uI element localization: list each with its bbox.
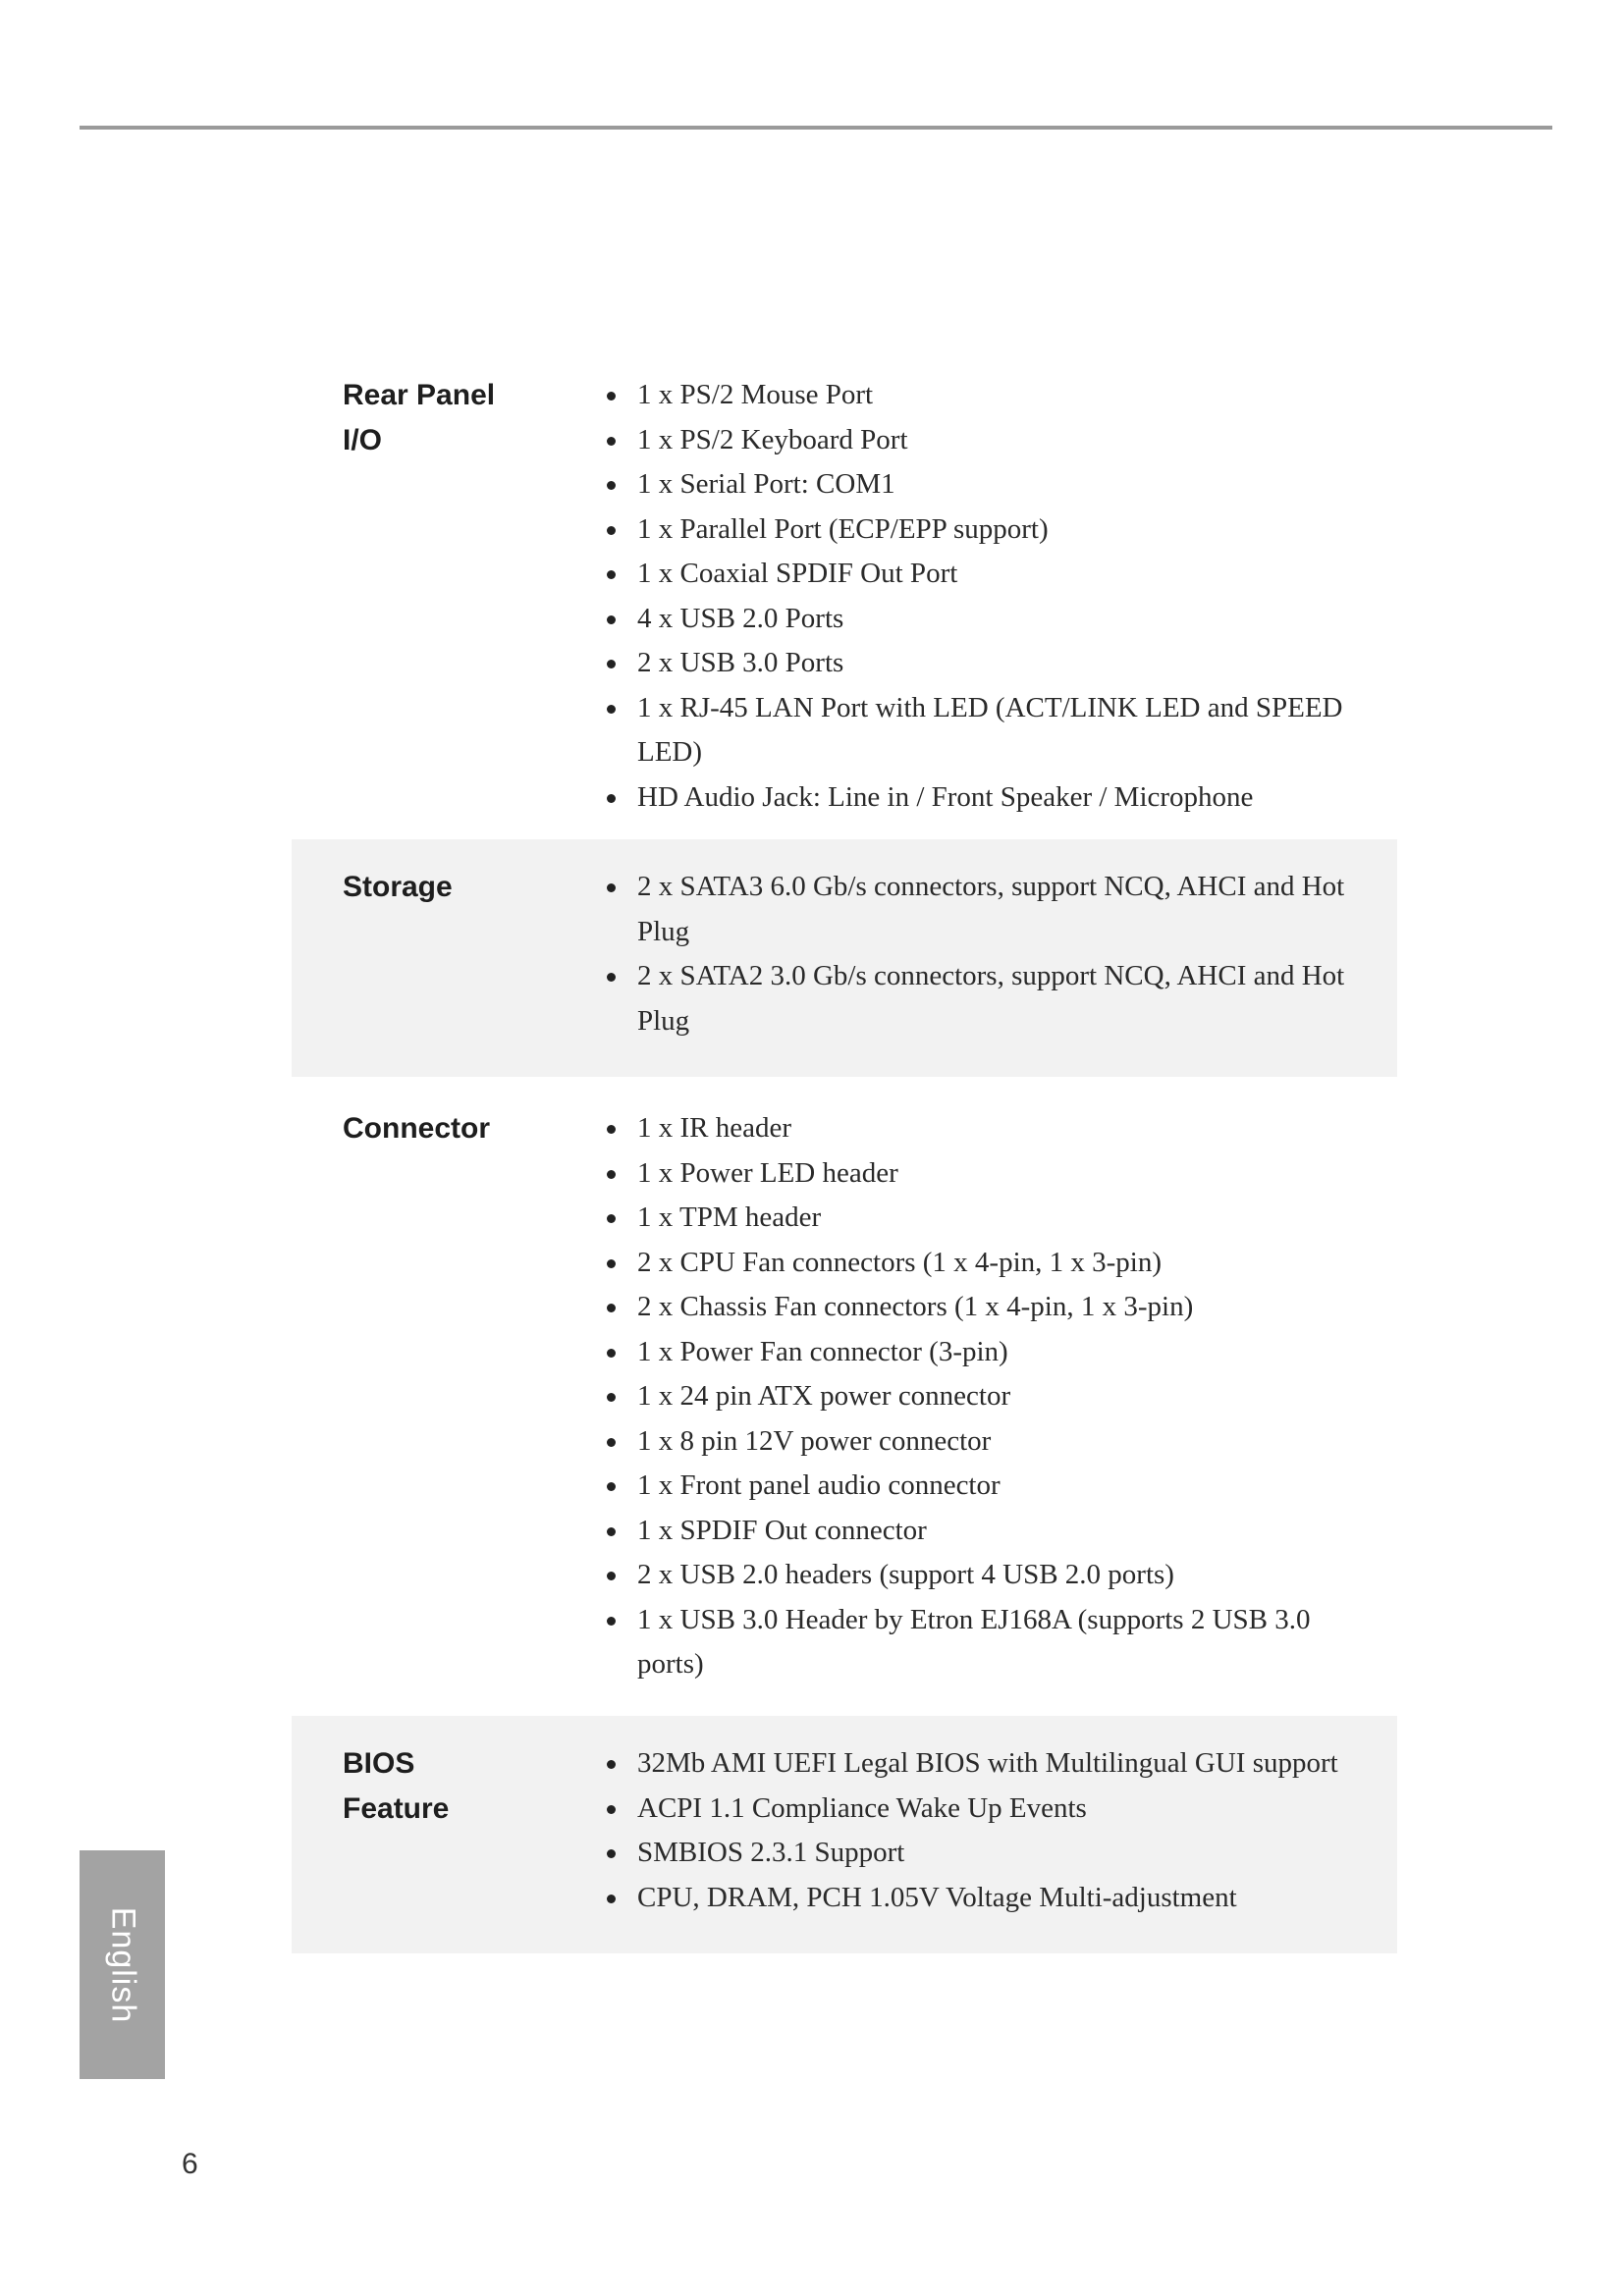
section-label-line: Rear Panel — [343, 379, 496, 411]
spec-item: 4 x USB 2.0 Ports — [605, 597, 1380, 642]
section-label — [343, 1106, 605, 1700]
header-rule — [80, 126, 1552, 130]
language-side-tab — [80, 1850, 165, 2079]
spec-item: 1 x TPM header — [605, 1196, 1380, 1241]
section-label-line: I/O — [343, 424, 383, 456]
spec-item: CPU, DRAM, PCH 1.05V Voltage Multi-adjustment — [605, 1876, 1380, 1921]
spec-item: 32Mb AMI UEFI Legal BIOS with Multilingual GUI support — [605, 1741, 1380, 1787]
spec-row-bios-feature — [292, 1716, 1397, 1953]
section-label-line: BIOS — [343, 1747, 415, 1780]
spec-list — [605, 1741, 1380, 1938]
spec-item: ACPI 1.1 Compliance Wake Up Events — [605, 1787, 1380, 1832]
spec-item: 2 x USB 2.0 headers (support 4 USB 2.0 ports) — [605, 1553, 1380, 1598]
spec-list — [605, 865, 1380, 1061]
spec-item: 2 x SATA3 6.0 Gb/s connectors, support NCQ, AHCI and Hot Plug — [605, 865, 1380, 954]
spec-item: HD Audio Jack: Line in / Front Speaker / Microphone — [605, 775, 1380, 821]
spec-item: 1 x 24 pin ATX power connector — [605, 1374, 1380, 1419]
spec-item: 1 x PS/2 Keyboard Port — [605, 418, 1380, 463]
spec-item: 2 x CPU Fan connectors (1 x 4-pin, 1 x 3-pin) — [605, 1241, 1380, 1286]
spec-row-rear-panel-io — [292, 357, 1397, 839]
spec-list — [605, 1106, 1380, 1700]
spec-item: 1 x Front panel audio connector — [605, 1464, 1380, 1509]
section-label — [343, 373, 605, 824]
spec-row-storage — [292, 839, 1397, 1077]
spec-item: 1 x Serial Port: COM1 — [605, 462, 1380, 507]
spec-item: 1 x Power LED header — [605, 1151, 1380, 1197]
spec-item: 1 x IR header — [605, 1106, 1380, 1151]
spec-row-connector — [292, 1077, 1397, 1716]
section-label-line: Connector — [343, 1112, 490, 1145]
spec-item: 1 x USB 3.0 Header by Etron EJ168A (supports 2 USB 3.0 ports) — [605, 1598, 1380, 1687]
spec-item: 1 x Power Fan connector (3-pin) — [605, 1330, 1380, 1375]
spec-table — [292, 357, 1397, 1953]
spec-item: 1 x RJ-45 LAN Port with LED (ACT/LINK LED and SPEED LED) — [605, 686, 1380, 775]
spec-item: 2 x SATA2 3.0 Gb/s connectors, support NCQ, AHCI and Hot Plug — [605, 954, 1380, 1043]
spec-item: 1 x 8 pin 12V power connector — [605, 1419, 1380, 1465]
spec-item: 1 x PS/2 Mouse Port — [605, 373, 1380, 418]
section-label — [343, 865, 605, 1061]
spec-item: 1 x SPDIF Out connector — [605, 1509, 1380, 1554]
page-number: 6 — [182, 2148, 198, 2180]
spec-item: SMBIOS 2.3.1 Support — [605, 1831, 1380, 1876]
section-label-line: Feature — [343, 1792, 450, 1825]
spec-item: 2 x USB 3.0 Ports — [605, 641, 1380, 686]
section-label-line: Storage — [343, 871, 453, 903]
spec-item: 1 x Parallel Port (ECP/EPP support) — [605, 507, 1380, 553]
section-label — [343, 1741, 605, 1938]
spec-item: 2 x Chassis Fan connectors (1 x 4-pin, 1 x 3-pin) — [605, 1285, 1380, 1330]
spec-list — [605, 373, 1380, 824]
language-label: English — [104, 1906, 141, 2023]
spec-item: 1 x Coaxial SPDIF Out Port — [605, 552, 1380, 597]
